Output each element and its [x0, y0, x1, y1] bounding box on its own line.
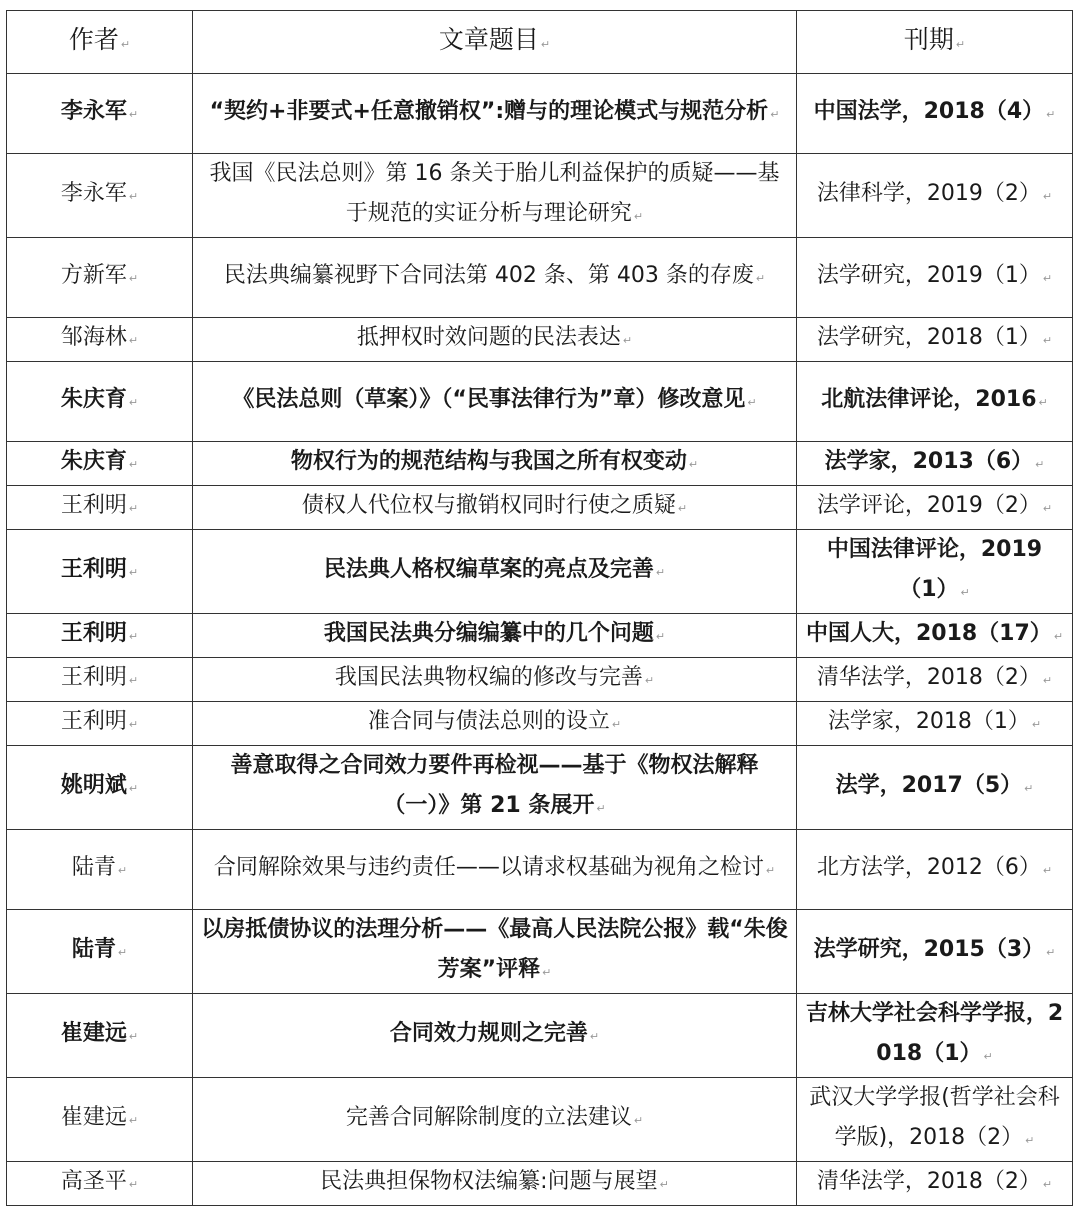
title-text: 民法典人格权编草案的亮点及完善 [323, 557, 654, 582]
header-journal: 刊期 ↵ [797, 11, 1073, 74]
header-row [7, 11, 1073, 74]
cell-title: 合同效力规则之完善 ↵ [193, 994, 797, 1078]
journal-text: 北航法律评论，2016 [821, 387, 1037, 412]
cell-journal: 法学研究，2018（1） ↵ [797, 318, 1073, 362]
cell-title: 我国民法典分编编纂中的几个问题 ↵ [193, 614, 797, 658]
title-text: 准合同与债法总则的设立 [367, 709, 610, 734]
author-text: 朱庆育 [60, 449, 127, 474]
title-text: 完善合同解除制度的立法建议 [345, 1105, 632, 1130]
journal-text: 吉林大学社会科学学报，2018（1） [805, 1001, 1064, 1066]
cell-title: 我国《民法总则》第 16 条关于胎儿利益保护的质疑——基于规范的实证分析与理论研究 ↵ [193, 154, 797, 238]
author-text: 李永军 [60, 181, 127, 206]
cell-title: 物权行为的规范结构与我国之所有权变动 ↵ [193, 442, 797, 486]
table-row [7, 530, 1073, 614]
cell-title: 民法典人格权编草案的亮点及完善 ↵ [193, 530, 797, 614]
cell-journal: 法学研究，2015（3） ↵ [797, 910, 1073, 994]
cell-journal: 中国法学，2018（4） ↵ [797, 74, 1073, 154]
author-text: 朱庆育 [60, 387, 127, 412]
table-row [7, 318, 1073, 362]
title-text: 《民法总则（草案）》（“民事法律行为”章）修改意见 [232, 387, 746, 412]
cell-journal: 中国人大，2018（17） ↵ [797, 614, 1073, 658]
cell-title: 善意取得之合同效力要件再检视——基于《物权法解释（一）》第 21 条展开 ↵ [193, 746, 797, 830]
table-row [7, 994, 1073, 1078]
cell-author: 崔建远 ↵ [7, 994, 193, 1078]
cell-author: 陆青 ↵ [7, 910, 193, 994]
cell-author: 王利明 ↵ [7, 614, 193, 658]
cell-title: 合同解除效果与违约责任——以请求权基础为视角之检讨 ↵ [193, 830, 797, 910]
author-text: 高圣平 [60, 1169, 127, 1194]
table-row [7, 362, 1073, 442]
table-row [7, 1162, 1073, 1206]
cell-author: 王利明 ↵ [7, 530, 193, 614]
author-text: 姚明斌 [60, 773, 127, 798]
cell-title: “契约+非要式+任意撤销权”:赠与的理论模式与规范分析 ↵ [193, 74, 797, 154]
cell-title: 准合同与债法总则的设立 ↵ [193, 702, 797, 746]
title-text: 我国民法典物权编的修改与完善 [334, 665, 643, 690]
cell-journal: 法学，2017（5） ↵ [797, 746, 1073, 830]
journal-text: 中国法律评论，2019（1） [826, 537, 1043, 602]
cell-journal: 武汉大学学报(哲学社会科学版)，2018（2） ↵ [797, 1078, 1073, 1162]
cell-author: 朱庆育 ↵ [7, 442, 193, 486]
cell-title: 抵押权时效问题的民法表达 ↵ [193, 318, 797, 362]
title-text: 合同效力规则之完善 [389, 1021, 588, 1046]
author-text: 王利明 [60, 709, 127, 734]
table-row [7, 702, 1073, 746]
cell-journal: 北方法学，2012（6） ↵ [797, 830, 1073, 910]
journal-text: 中国法学，2018（4） [813, 99, 1045, 124]
header-title: 文章题目 ↵ [193, 11, 797, 74]
cell-author: 姚明斌 ↵ [7, 746, 193, 830]
author-text: 王利明 [60, 665, 127, 690]
title-text: 善意取得之合同效力要件再检视——基于《物权法解释（一）》第 21 条展开 [230, 753, 759, 818]
table-row [7, 614, 1073, 658]
table-row [7, 486, 1073, 530]
journal-text: 法学研究，2018（1） [816, 325, 1041, 350]
title-text: 抵押权时效问题的民法表达 [356, 325, 621, 350]
journal-text: 法律科学，2019（2） [816, 181, 1041, 206]
author-text: 王利明 [60, 621, 127, 646]
journal-text: 法学，2017（5） [835, 773, 1023, 798]
cell-author: 王利明 ↵ [7, 486, 193, 530]
journal-text: 法学研究，2015（3） [813, 937, 1045, 962]
author-text: 王利明 [60, 557, 127, 582]
cell-author: 王利明 ↵ [7, 658, 193, 702]
title-text: 我国民法典分编编纂中的几个问题 [323, 621, 654, 646]
title-text: 合同解除效果与违约责任——以请求权基础为视角之检讨 [213, 855, 764, 880]
title-text: 以房抵债协议的法理分析——《最高人民法院公报》载“朱俊芳案”评释 [201, 917, 788, 982]
cell-title: 以房抵债协议的法理分析——《最高人民法院公报》载“朱俊芳案”评释 ↵ [193, 910, 797, 994]
cell-author: 李永军 ↵ [7, 74, 193, 154]
cell-title: 民法典担保物权法编纂:问题与展望 ↵ [193, 1162, 797, 1206]
cell-author: 高圣平 ↵ [7, 1162, 193, 1206]
author-text: 崔建远 [60, 1021, 127, 1046]
cell-journal: 法学评论，2019（2） ↵ [797, 486, 1073, 530]
cell-title: 民法典编纂视野下合同法第 402 条、第 403 条的存废 ↵ [193, 238, 797, 318]
author-text: 陆青 [71, 937, 116, 962]
table-row [7, 658, 1073, 702]
title-text: 民法典编纂视野下合同法第 402 条、第 403 条的存废 [223, 263, 754, 288]
cell-journal: 法律科学，2019（2） ↵ [797, 154, 1073, 238]
header-author: 作者 ↵ [7, 11, 193, 74]
cell-author: 陆青 ↵ [7, 830, 193, 910]
cell-title: 《民法总则（草案）》（“民事法律行为”章）修改意见 ↵ [193, 362, 797, 442]
journal-text: 清华法学，2018（2） [816, 1169, 1041, 1194]
cell-title: 债权人代位权与撤销权同时行使之质疑 ↵ [193, 486, 797, 530]
title-text: “契约+非要式+任意撤销权”:赠与的理论模式与规范分析 [209, 99, 769, 124]
cell-author: 王利明 ↵ [7, 702, 193, 746]
title-text: 我国《民法总则》第 16 条关于胎儿利益保护的质疑——基于规范的实证分析与理论研究 [209, 161, 780, 226]
journal-text: 法学家，2018（1） [827, 709, 1030, 734]
journal-text: 北方法学，2012（6） [816, 855, 1041, 880]
cell-author: 李永军 ↵ [7, 154, 193, 238]
journal-text: 法学研究，2019（1） [816, 263, 1041, 288]
title-text: 民法典担保物权法编纂:问题与展望 [320, 1169, 658, 1194]
author-text: 方新军 [60, 263, 127, 288]
table-row [7, 1078, 1073, 1162]
author-text: 李永军 [60, 99, 127, 124]
table-row [7, 74, 1073, 154]
journal-text: 清华法学，2018（2） [816, 665, 1041, 690]
table-row [7, 442, 1073, 486]
cell-journal: 法学家，2013（6） ↵ [797, 442, 1073, 486]
cell-journal: 法学研究，2019（1） ↵ [797, 238, 1073, 318]
journal-text: 武汉大学学报(哲学社会科学版)，2018（2） [809, 1085, 1060, 1150]
journal-text: 法学家，2013（6） [824, 449, 1034, 474]
articles-table [6, 10, 1073, 1206]
cell-journal: 清华法学，2018（2） ↵ [797, 658, 1073, 702]
author-text: 邹海林 [60, 325, 127, 350]
table-row [7, 154, 1073, 238]
title-text: 债权人代位权与撤销权同时行使之质疑 [301, 493, 676, 518]
cell-journal: 中国法律评论，2019（1） ↵ [797, 530, 1073, 614]
table-row [7, 238, 1073, 318]
author-text: 王利明 [60, 493, 127, 518]
cell-author: 崔建远 ↵ [7, 1078, 193, 1162]
cell-journal: 法学家，2018（1） ↵ [797, 702, 1073, 746]
cell-author: 朱庆育 ↵ [7, 362, 193, 442]
cell-title: 我国民法典物权编的修改与完善 ↵ [193, 658, 797, 702]
journal-text: 法学评论，2019（2） [816, 493, 1041, 518]
table-row [7, 910, 1073, 994]
cell-journal: 北航法律评论，2016 ↵ [797, 362, 1073, 442]
cell-author: 方新军 ↵ [7, 238, 193, 318]
cell-author: 邹海林 ↵ [7, 318, 193, 362]
table-row [7, 830, 1073, 910]
table-row [7, 746, 1073, 830]
journal-text: 中国人大，2018（17） [805, 621, 1052, 646]
author-text: 陆青 [71, 855, 116, 880]
cell-journal: 吉林大学社会科学学报，2018（1） ↵ [797, 994, 1073, 1078]
title-text: 物权行为的规范结构与我国之所有权变动 [290, 449, 687, 474]
cell-title: 完善合同解除制度的立法建议 ↵ [193, 1078, 797, 1162]
cell-journal: 清华法学，2018（2） ↵ [797, 1162, 1073, 1206]
author-text: 崔建远 [60, 1105, 127, 1130]
